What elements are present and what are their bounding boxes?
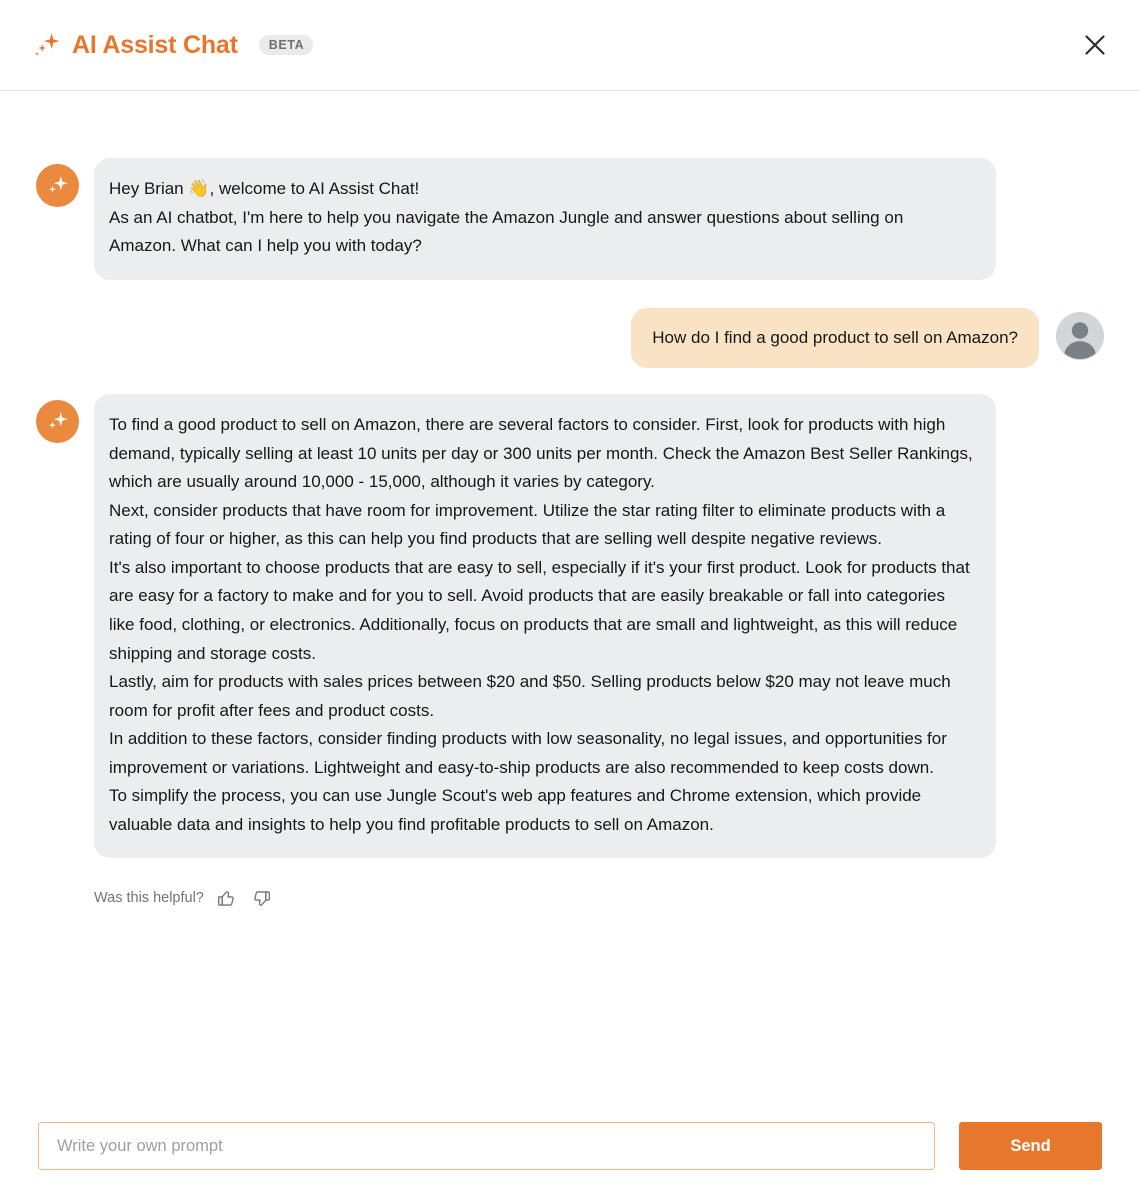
message-line: Lastly, aim for products with sales prices between $20 and $50. Selling products below $20 may not leave much room for profit after fees and product costs. [109, 672, 951, 720]
conversation-area [0, 91, 1140, 1100]
brand [34, 31, 313, 59]
close-icon [1083, 33, 1107, 57]
composer [0, 1122, 1140, 1170]
bot-message-bubble [94, 158, 996, 280]
message-line: How do I find a good product to sell on Amazon? [652, 327, 1018, 347]
bot-message-bubble [94, 394, 996, 858]
message-line: Next, consider products that have room for improvement. Utilize the star rating filter to eliminate products with a rating of four or higher, as this can help you find products that are selling well despite negative reviews. [109, 500, 946, 549]
sparkle-avatar-icon [36, 164, 79, 207]
user-message-bubble [631, 308, 1039, 369]
sparkle-avatar-icon [36, 400, 79, 443]
thumbs-up-icon [216, 888, 237, 909]
send-button[interactable]: Send [959, 1122, 1102, 1170]
close-button[interactable] [1078, 28, 1112, 62]
message-line: As an AI chatbot, I'm here to help you navigate the Amazon Jungle and answer questions about selling on Amazon. What can I help you with today? [109, 207, 904, 256]
page-title: AI Assist Chat [72, 30, 238, 59]
thumbs-down-icon [251, 888, 272, 909]
thumbs-down-button[interactable] [250, 886, 274, 910]
message-line: Hey Brian 👋, welcome to AI Assist Chat! [109, 179, 420, 198]
feedback-label: Was this helpful? [94, 890, 204, 907]
message-row-bot-greeting [36, 158, 1104, 280]
message-line: To find a good product to sell on Amazon, there are several factors to consider. First, look for products with high demand, typically selling at least 10 units per day or 300 units per month. Check the Amazon Best Seller Rankings, which are usually around 10,000 - 15,000, although it varies by category. [109, 415, 973, 492]
bottom-padding [0, 1176, 1140, 1202]
thumbs-up-button[interactable] [215, 886, 239, 910]
message-line: It's also important to choose products that are easy to sell, especially if it's your first product. Look for products that are easy for a factory to make and for you to sell. Avoid products that are easily breakable or fall into categories like food, clothing, or electronics. Additionally, focus on products that are small and lightweight, as this will reduce shipping and storage costs. [109, 557, 970, 663]
message-line: In addition to these factors, consider finding products with low seasonality, no legal issues, and opportunities for improvement or variations. Lightweight and easy-to-ship products are also recommended to keep costs down. [109, 729, 947, 777]
feedback-row [94, 886, 1104, 910]
message-line: To simplify the process, you can use Jungle Scout's web app features and Chrome extension, which provide valuable data and insights to help you find profitable products to sell on Amazon. [109, 786, 922, 834]
sparkle-icon [34, 31, 62, 59]
beta-badge: BETA [259, 35, 314, 56]
prompt-input[interactable] [38, 1122, 935, 1170]
message-row-bot-answer [36, 394, 1104, 858]
user-avatar-icon [1056, 312, 1104, 360]
chat-header [0, 0, 1140, 91]
message-row-user [36, 308, 1104, 369]
